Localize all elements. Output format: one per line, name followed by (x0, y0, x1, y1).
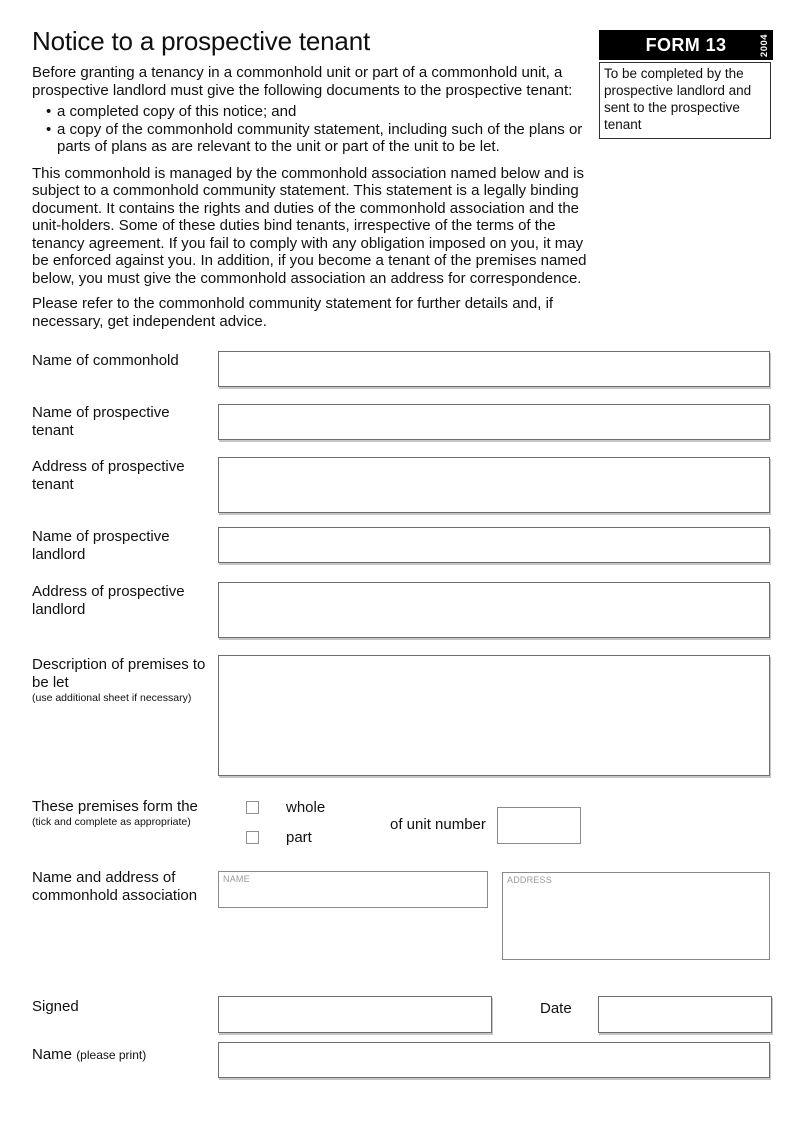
field-label-signed: Signed (32, 998, 79, 1015)
landlord-name-input[interactable] (219, 528, 769, 562)
premises-description-box (218, 655, 770, 776)
print-name-label: Name (32, 1046, 73, 1063)
part-option-label: part (286, 829, 312, 846)
print-name-box (218, 1042, 770, 1078)
date-box (598, 996, 772, 1033)
association-address-input[interactable] (503, 873, 769, 959)
field-label-date: Date (540, 1000, 572, 1017)
unit-number-input[interactable] (498, 808, 580, 843)
landlord-address-box (218, 582, 770, 638)
premises-description-input[interactable] (219, 656, 769, 775)
form-number-badge (599, 30, 773, 60)
premises-description-note: (use additional sheet if necessary) (32, 692, 192, 704)
field-label-tenant-name: Name of prospective tenant (32, 404, 170, 439)
tenant-name-box (218, 404, 770, 440)
form-number-label: FORM 13 (645, 34, 727, 55)
field-label-landlord-address: Address of prospective landlord (32, 583, 185, 618)
field-label-print-name (32, 1046, 222, 1064)
field-label-premises-form (32, 798, 212, 829)
date-input[interactable] (599, 997, 771, 1032)
landlord-name-box (218, 527, 770, 563)
premises-form-label: These premises form the (32, 798, 198, 815)
part-checkbox[interactable] (246, 831, 259, 844)
signed-input[interactable] (219, 997, 491, 1032)
intro-paragraph-1: Before granting a tenancy in a commonhold unit or part of a commonhold unit, a prospective landlord must give the following documents to the prospective tenant: (32, 64, 573, 99)
premises-description-label: Description of premises to be let (32, 656, 206, 691)
page-title: Notice to a prospective tenant (32, 26, 370, 56)
completion-note-box: To be completed by the prospective landlord and sent to the prospective tenant (599, 62, 771, 139)
tenant-address-box (218, 457, 770, 513)
signed-box (218, 996, 492, 1033)
intro-paragraph-2: This commonhold is managed by the commonhold association named below and is subject to a commonhold community statement. This statement is a legally binding document. It contains the rights and duties of the commonhold association and the unit-holders. Some of these duties bind tenants, irrespective of the terms of the tenancy agreement. If you fail to comply with any obligation imposed on you, it may be enforced against you. In addition, if you become a tenant of the premises named below, you must give the commonhold association an address for correspondence. (32, 164, 587, 287)
field-label-premises-description (32, 656, 212, 705)
intro-paragraph-3: Please refer to the commonhold community statement for further details and, if necessary, get independent advice. (32, 295, 554, 330)
intro-text (32, 64, 594, 330)
field-label-landlord-name: Name of prospective landlord (32, 528, 170, 563)
association-name-input[interactable] (219, 872, 487, 907)
intro-bullet-1: • a completed copy of this notice; and (32, 103, 594, 121)
association-name-box (218, 871, 488, 908)
print-name-input[interactable] (219, 1043, 769, 1077)
whole-option-label: whole (286, 799, 326, 816)
landlord-address-input[interactable] (219, 583, 769, 637)
tenant-name-input[interactable] (219, 405, 769, 439)
association-address-box (502, 872, 770, 960)
unit-number-label: of unit number (390, 816, 486, 833)
commonhold-name-box (218, 351, 770, 387)
field-label-commonhold-name: Name of commonhold (32, 352, 179, 369)
form-year-slot (758, 30, 772, 60)
whole-checkbox[interactable] (246, 801, 259, 814)
intro-bullet-list (32, 103, 594, 156)
field-label-tenant-address: Address of prospective tenant (32, 458, 185, 493)
unit-number-box (497, 807, 581, 844)
print-name-note: (please print) (76, 1048, 147, 1062)
field-label-association: Name and address of commonhold association (32, 869, 198, 904)
tenant-address-input[interactable] (219, 458, 769, 512)
intro-bullet-2: • a copy of the commonhold community statement, including such of the plans or parts of plans as are relevant to the unit or part of the unit to be let. (32, 121, 594, 156)
form-year-label: 2004 (759, 33, 771, 57)
commonhold-name-input[interactable] (219, 352, 769, 386)
premises-form-note: (tick and complete as appropriate) (32, 816, 191, 828)
